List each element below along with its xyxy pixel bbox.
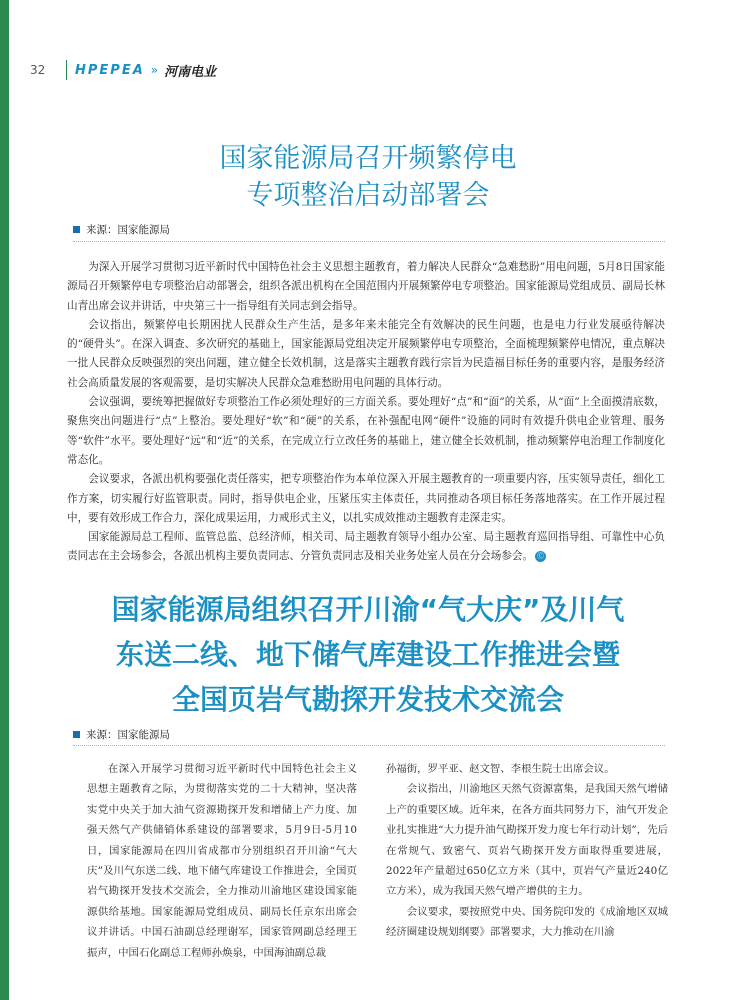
- article1-divider: [73, 241, 665, 242]
- article1-title-line1: 国家能源局召开频繁停电: [219, 143, 517, 174]
- article2-left-column: [87, 759, 357, 963]
- article2-divider: [73, 745, 665, 746]
- article1-paragraph: 会议强调，要统筹把握做好专项整治工作必须处理好的三方面关系。要处理好“点”和“面”的关系，从“面”上全面摸清底数，聚焦突出问题进行“点”上整治。要处理好“软”和“硬”的关系，在补强配电网“硬件”设施的同时有效提升供电企业管理、服务等“软件”水平。要处理好“远”和“近”的关系，在完成立行立改任务的基础上，建立健全长效机制，推动频繁停电治理工作制度化常态化。: [67, 396, 665, 466]
- article2-paragraph: 会议要求，要按照党中央、国务院印发的《成渝地区双城经济圈建设规划纲要》部署要求，大力推动在川渝: [386, 905, 668, 939]
- brand-logo-text: HPEPEA: [75, 62, 145, 78]
- article2-title-line1: 国家能源局组织召开川渝“气大庆”及川气: [111, 593, 625, 626]
- article2-title-line2: 东送二线、地下储气库建设工作推进会暨: [115, 638, 620, 671]
- article1-paragraph: 会议要求，各派出机构要强化责任落实，把专项整治作为本单位深入开展主题教育的一项重要内容，压实领导责任，细化工作方案，切实履行好监管职责。同时，指导供电企业，压紧压实主体责任，共同推动各项目标任务落地落实。在工作开展过程中，要有效形成工作合力，深化成果运用，力戒形式主义，以扎实成效推动主题教育走深走实。: [67, 473, 665, 524]
- chevron-right-icon: »: [150, 63, 159, 77]
- article1-paragraph-last: [67, 528, 665, 567]
- article1-source-text: 来源：国家能源局: [86, 224, 170, 236]
- article1-source: [73, 222, 170, 237]
- article1-title-line2: 专项整治启动部署会: [246, 180, 490, 211]
- article1-paragraph: 为深入开展学习贯彻习近平新时代中国特色社会主义思想主题教育，着力解决人民群众“急难愁盼”用电问题，5月8日国家能源局召开频繁停电专项整治启动部署会，组织各派出机构在全国范围内开展频繁停电专项整治。国家能源局党组成员、副局长林山青出席会议并讲话，中央第三十一指导组有关同志到会指导。: [67, 261, 665, 312]
- article1-paragraph: 会议指出，频繁停电长期困扰人民群众生产生活，是多年来未能完全有效解决的民生问题，也是电力行业发展亟待解决的“硬骨头”。在深入调查、多次研究的基础上，国家能源局党组决定开展频繁停电专项整治，全面梳理频繁停电情况，重点解决一批人民群众反映强烈的突出问题，建立健全长效机制，这是落实主题教育践行宗旨为民造福目标任务的重要内容，是服务经济社会高质量发展的客观需要，是切实解决人民群众急难愁盼用电问题的具体行动。: [67, 318, 665, 389]
- article1-paragraph-text: 国家能源局总工程师、监管总监、总经济师，相关司、局主题教育领导小组办公室、局主题教育巡回指导组、可靠性中心负责同志在主会场参会，各派出机构主要负责同志、分管负责同志及相关业务处室人员在分会场参会。: [67, 531, 665, 563]
- page-number: 32: [30, 63, 46, 77]
- article2-paragraph: 在深入开展学习贯彻习近平新时代中国特色社会主义思想主题教育之际，为贯彻落实党的二十大精神，坚决落实党中央关于加大油气资源勘探开发和增储上产力度、加强天然气产供储销体系建设的部署要求，5月9日-5月10日，国家能源局在四川省成都市分别组织召开川渝“气大庆”及川气东送二线、地下储气库建设工作推进会，全国页岩气勘探开发技术交流会，全力推动川渝地区建设国家能源供给基地。国家能源局党组成员、副局长任京东出席会议并讲话。中国石油副总经理谢军，国家管网副总经理王振声，中国石化副总工程师孙焕泉，中国海油副总裁: [87, 763, 357, 959]
- source-square-icon: [73, 226, 80, 233]
- article2-paragraph-continuation: 孙福街，罗平亚、赵文智、李根生院士出席会议。: [386, 763, 615, 775]
- article2-right-column: [386, 759, 668, 943]
- end-of-article-icon: Ⓒ: [537, 551, 545, 560]
- article2-title-line3: 全国页岩气勘探开发技术交流会: [171, 683, 564, 716]
- article2-paragraph: 会议指出，川渝地区天然气资源富集，是我国天然气增储上产的重要区域。近年来，在各方面共同努力下，油气开发企业扎实推进“大力提升油气勘探开发力度七年行动计划”，先后在常规气、致密气、页岩气勘探开发方面取得重要进展，2022年产量超过650亿立方米（其中，页岩气产量近240亿立方米），成为我国天然气增产增供的主力。: [386, 783, 668, 898]
- article2-source-text: 来源：国家能源局: [86, 729, 170, 741]
- magazine-name: 河南电业: [164, 64, 217, 80]
- source-square-icon: [73, 731, 80, 738]
- page-header: [30, 60, 216, 80]
- article2-source: [73, 727, 170, 742]
- article1-body: [67, 258, 665, 567]
- header-divider: [66, 60, 67, 80]
